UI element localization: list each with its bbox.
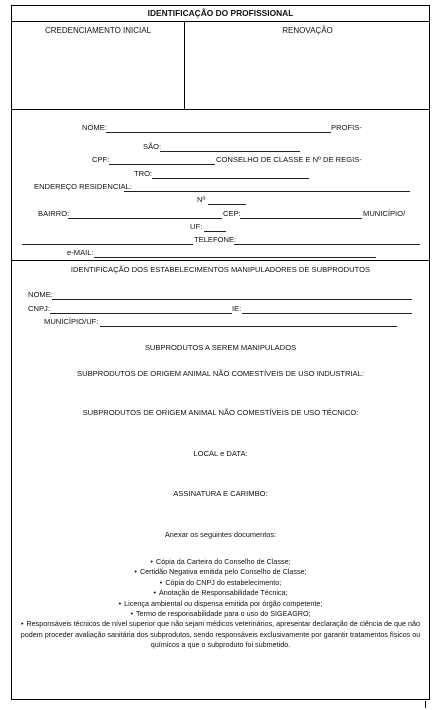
attachments-list: [12, 557, 429, 651]
cep-label: CEP:: [223, 209, 241, 218]
municipio-label-part1: MUNICÍPIO/: [363, 209, 406, 218]
professional-identification-form: [11, 5, 430, 700]
attachment-item: • Termo de responsabilidade para o uso do SIGEAGRO;: [130, 609, 311, 619]
bullet-icon: •: [118, 598, 122, 608]
nome-label: NOME:: [82, 123, 107, 132]
numero-field[interactable]: [208, 204, 246, 205]
renovacao-box[interactable]: [185, 21, 430, 110]
profissao-field[interactable]: [160, 151, 300, 152]
cpf-label: CPF:: [92, 155, 110, 164]
email-label: e-MAIL:: [67, 248, 94, 257]
telefone-label: TELEFONE:: [194, 235, 237, 244]
cnpj-label: CNPJ:: [28, 304, 50, 313]
email-field[interactable]: [94, 257, 376, 258]
page-end-mark: [425, 701, 426, 708]
bullet-icon: •: [150, 557, 153, 566]
est-nome-label: NOME:: [28, 290, 53, 299]
bullet-icon: •: [153, 588, 156, 598]
ie-label: IE:: [232, 304, 242, 313]
cep-field[interactable]: [240, 218, 362, 219]
technical-use-label: SUBPRODUTOS DE ORIGEM ANIMAL NÃO COMESTÍVEIS DE USO TÉCNICO:: [82, 408, 359, 417]
bairro-label: BAIRRO:: [38, 209, 70, 218]
credenciamento-inicial-box[interactable]: [12, 21, 185, 110]
subproducts-heading: SUBPRODUTOS A SEREM MANIPULADOS: [144, 343, 297, 352]
bullet-icon: •: [134, 567, 137, 577]
telefone-field[interactable]: [234, 244, 420, 245]
uf-label: UF:: [190, 222, 203, 231]
attachment-item: • Cópia da Carteira do Conselho de Classe;: [150, 557, 291, 566]
conselho-registro-field[interactable]: [152, 178, 309, 179]
profissao-label-part1: PROFIS-: [331, 123, 362, 132]
telefone-prefix-line[interactable]: [22, 244, 193, 245]
signature-stamp-label: ASSINATURA E CARIMBO:: [173, 489, 268, 498]
local-data-label: LOCAL e DATA:: [193, 449, 248, 458]
section-divider: [12, 260, 429, 261]
est-municipio-uf-label: MUNICÍPIO/UF:: [44, 317, 99, 326]
est-nome-field[interactable]: [52, 299, 412, 300]
conselho-label-part1: CONSELHO DE CLASSE E Nº DE REGIS-: [216, 155, 362, 164]
attachment-item: • Licença ambiental ou dispensa emitida por órgão competente;: [118, 598, 323, 608]
est-municipio-uf-field[interactable]: [100, 326, 397, 327]
bullet-icon: •: [159, 577, 163, 587]
cnpj-field[interactable]: [50, 313, 232, 314]
numero-label: Nº: [197, 195, 206, 204]
endereco-field[interactable]: [124, 191, 410, 192]
conselho-label-part2: TRO:: [134, 169, 153, 178]
renovacao-label: RENOVAÇÃO: [282, 26, 333, 35]
bairro-field[interactable]: [68, 218, 222, 219]
form-title: IDENTIFICAÇÃO DO PROFISSIONAL: [12, 6, 429, 22]
attachment-item: • Anotação de Responsabilidade Técnica;: [153, 588, 288, 598]
municipio-uf-field[interactable]: [204, 231, 226, 232]
attachment-item: • Certidão Negativa emitida pelo Conselho de Classe;: [134, 567, 307, 577]
bullet-icon: •: [20, 619, 24, 629]
cpf-field[interactable]: [109, 164, 215, 165]
profissao-label-part2: SÃO:: [143, 142, 162, 151]
establishment-heading: IDENTIFICAÇÃO DOS ESTABELECIMENTOS MANIPULADORES DE SUBPRODUTOS: [70, 265, 371, 274]
attachments-heading: Anexar os seguintes documentos:: [164, 530, 277, 539]
nome-field[interactable]: [106, 132, 331, 133]
attachment-item: • Cópia do CNPJ do estabelecimento;: [159, 577, 282, 587]
industrial-use-label: SUBPRODUTOS DE ORIGEM ANIMAL NÃO COMESTÍVEIS DE USO INDUSTRIAL:: [77, 369, 364, 378]
attachment-item: • Responsáveis técnicos de nível superior que não sejam médicos veterinários, apresentar declaração de ciência de que não podem proceder avaliação sanitária dos subprodutos, sendo responsáveis exclusivamente por garantir tratamentos físicos ou químicos a que o subproduto foi submetido.: [20, 619, 421, 650]
credenciamento-inicial-label: CREDENCIAMENTO INICIAL: [44, 26, 152, 35]
bullet-icon: •: [130, 609, 133, 619]
ie-field[interactable]: [242, 313, 412, 314]
endereco-label: ENDEREÇO RESIDENCIAL:: [34, 182, 132, 191]
